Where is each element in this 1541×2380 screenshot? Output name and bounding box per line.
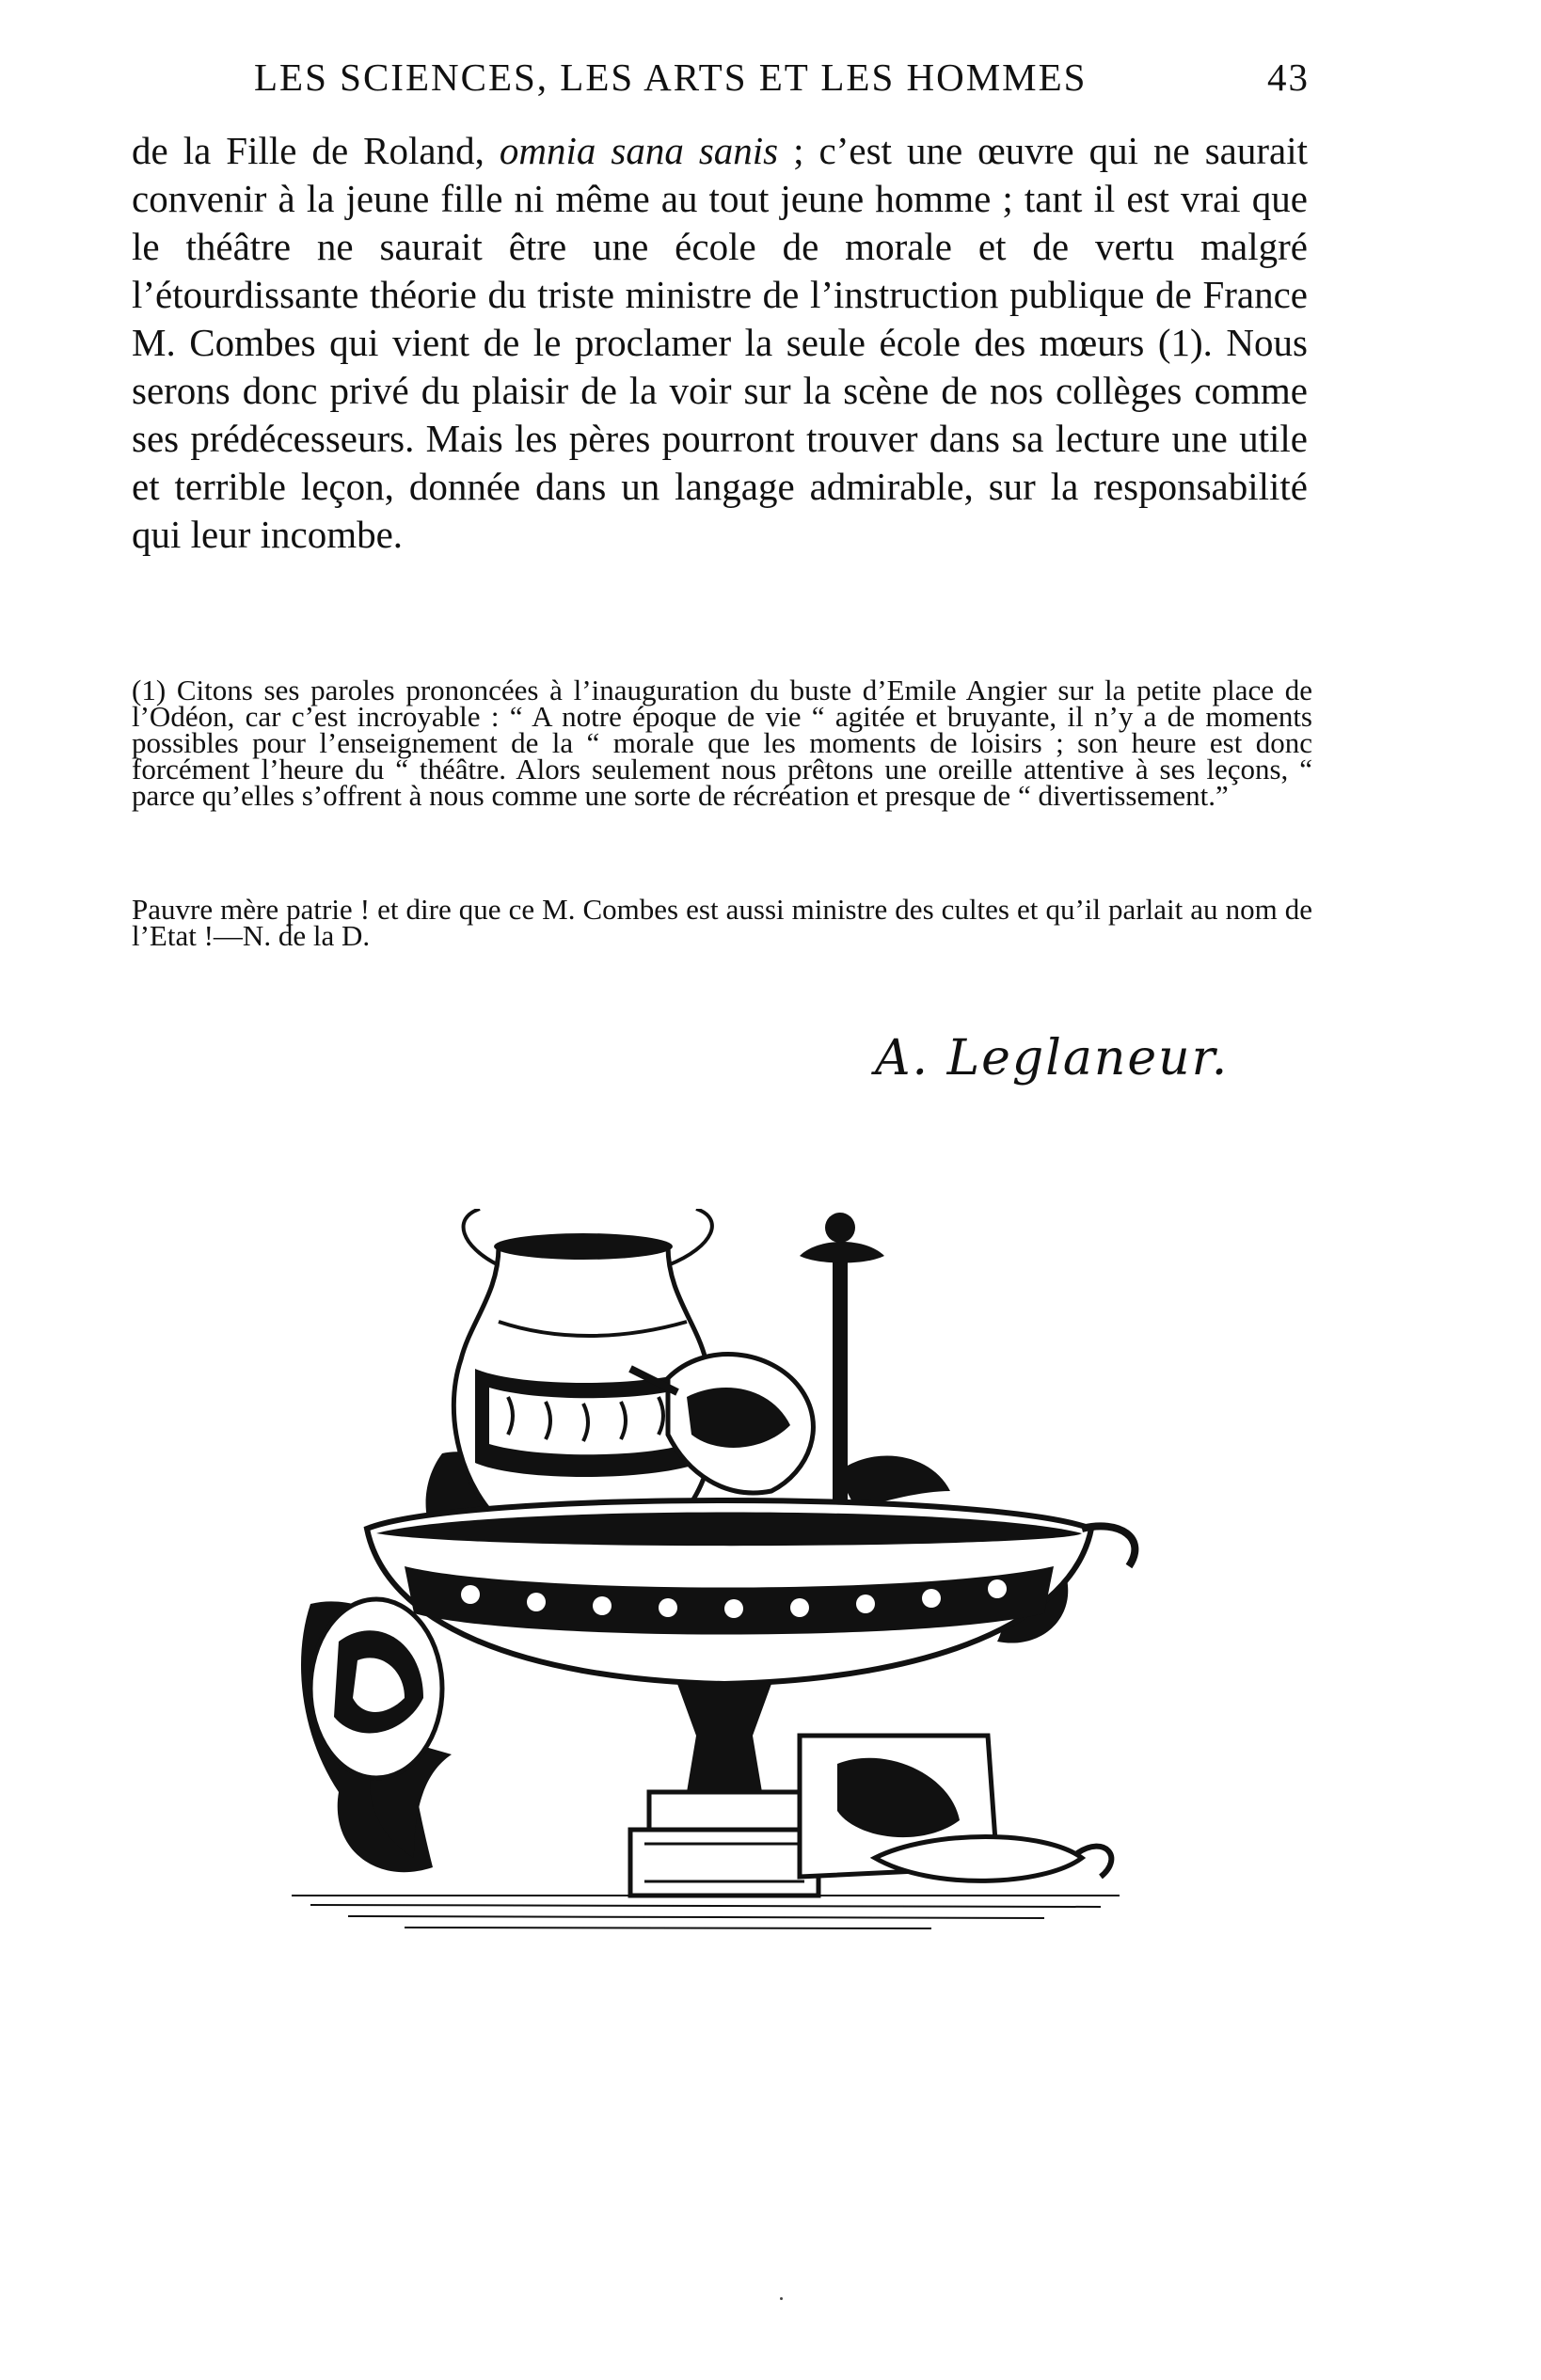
ink-dot [780, 2297, 783, 2300]
body-text-part-2: ; c’est une œuvre qui ne saurait convenir à la jeune fille ni même au tout jeune homme ; tant il est vrai que le théâtre ne saurait être une école de morale et de vertu malgré l’étourdissante théorie du triste ministre de l’instruction publique de France M. Combes qui vient de le proclamer la seule école des mœurs (1). Nous serons donc privé du plaisir de la voir sur la scène de nos collèges comme ses prédécesseurs. Mais les pères pourront trouver dans sa lecture une utile et terrible leçon, donnée dans un langage admirable, sur la responsabilité qui leur incombe. [132, 129, 1309, 556]
page-header [254, 55, 1336, 111]
body-text-part-1: de la Fille de Roland, [132, 129, 500, 172]
author-signature: A. Leglaneur. [875, 1030, 1230, 1087]
engraving-vases-icon [273, 1209, 1157, 1943]
page-number: 43 [1267, 56, 1310, 99]
running-head: LES SCIENCES, LES ARTS ET LES HOMMES [254, 56, 1088, 99]
footnote-1: (1) Citons ses paroles prononcées à l’inauguration du buste d’Emile Angier sur la petite place de l’Odéon, car c’est incroyable : “ A notre époque de vie “ agitée et bruyante, il n’y a de moments possibles pour l’enseignement de la “ morale que les moments de loisirs ; son heure est donc forcément l’heure du “ théâtre. Alors seulement nous prêtons une oreille attentive à ses leçons, “ parce qu’elles s’offrent à nous comme une sorte de récréation et presque de “ divertissement.” [132, 674, 1312, 812]
footnote-editor-note: Pauvre mère patrie ! et dire que ce M. Combes est aussi ministre des cultes et qu’il parlait au nom de l’Etat !—N. de la D. [132, 893, 1312, 952]
body-paragraph [132, 127, 1308, 559]
latin-quote: omnia sana sanis [499, 129, 779, 172]
